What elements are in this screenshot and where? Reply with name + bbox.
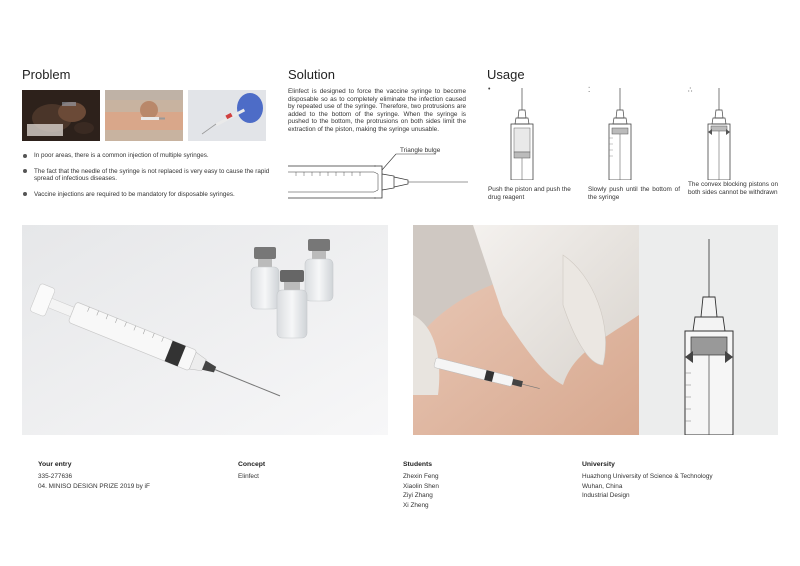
usage-syringe-step-2 — [603, 88, 637, 180]
problem-photo-gloved-hand — [188, 90, 266, 141]
problem-bullet-list — [22, 152, 272, 206]
footer-concept-heading: Concept — [238, 461, 266, 468]
problem-bullet-1: In poor areas, there is a common injection of multiple syringes. — [22, 152, 272, 160]
usage-syringe-step-1 — [505, 88, 539, 180]
footer-students-heading: Students — [403, 461, 433, 468]
problem-photo-arm — [105, 90, 183, 141]
footer-entry-line: 04. MINISO DESIGN PRIZE 2019 by iF — [38, 482, 150, 490]
footer-entry-heading: Your entry — [38, 461, 72, 468]
footer-university-heading: University — [582, 461, 615, 468]
footer-student-name: Xiaolin Shen — [403, 482, 439, 490]
footer-student-name: Xi Zheng — [403, 501, 429, 509]
problem-bullet-3: Vaccine injections are required to be mandatory for disposable syringes. — [22, 191, 272, 199]
footer-entry — [38, 461, 228, 491]
render-syringe-with-vials — [22, 225, 388, 435]
solution-text: Elinfect is designed to force the vaccine syringe to become disposable so as to completely eliminate the infection caused by repeated use of the syringe. Therefore, two protrusions are added to the bottom of the syringe. When the syringe is pushed to the bottom, the protrusions on both sides limit the extraction of the piston, making the syringe unusable. — [288, 88, 466, 133]
footer-student-name: Zhexin Feng — [403, 473, 439, 480]
photo-injection-in-arm — [413, 225, 639, 435]
footer-university-line: Industrial Design — [582, 492, 630, 500]
triangle-bulge-label: Triangle bulge — [400, 147, 441, 154]
problem-photo-child — [22, 90, 100, 141]
usage-step-1-caption: Push the piston and push the drug reagent — [488, 186, 571, 201]
footer-concept-line: Elinfect — [238, 473, 259, 480]
usage-step-2-caption: Slowly push until the bottom of the syringe — [588, 186, 680, 201]
footer-university — [582, 461, 782, 501]
usage-step-2-marker: ⁚ — [588, 87, 591, 94]
usage-step-3-caption: The convex blocking pistons on both sides cannot be withdrawn — [688, 181, 778, 196]
footer-university-line: Huazhong University of Science & Technology — [582, 473, 713, 480]
problem-heading: Problem — [22, 67, 71, 82]
footer-entry-line: 335-277636 — [38, 473, 73, 480]
usage-step-3-marker: ∴ — [688, 87, 693, 94]
usage-heading: Usage — [487, 67, 525, 82]
syringe-cross-section-diagram — [286, 148, 471, 203]
footer-student-name: Ziyi Zhang — [403, 492, 433, 500]
footer-students — [403, 461, 553, 510]
footer-concept — [238, 461, 388, 482]
problem-bullet-2: The fact that the needle of the syringe is not replaced is very easy to cause the rapid spread of infectious diseases. — [22, 168, 272, 183]
solution-heading: Solution — [288, 67, 335, 82]
render-syringe-closeup — [639, 225, 778, 435]
usage-step-1-marker: • — [488, 86, 491, 93]
footer-university-line: Wuhan, China — [582, 482, 623, 490]
usage-syringe-step-3 — [702, 88, 736, 180]
